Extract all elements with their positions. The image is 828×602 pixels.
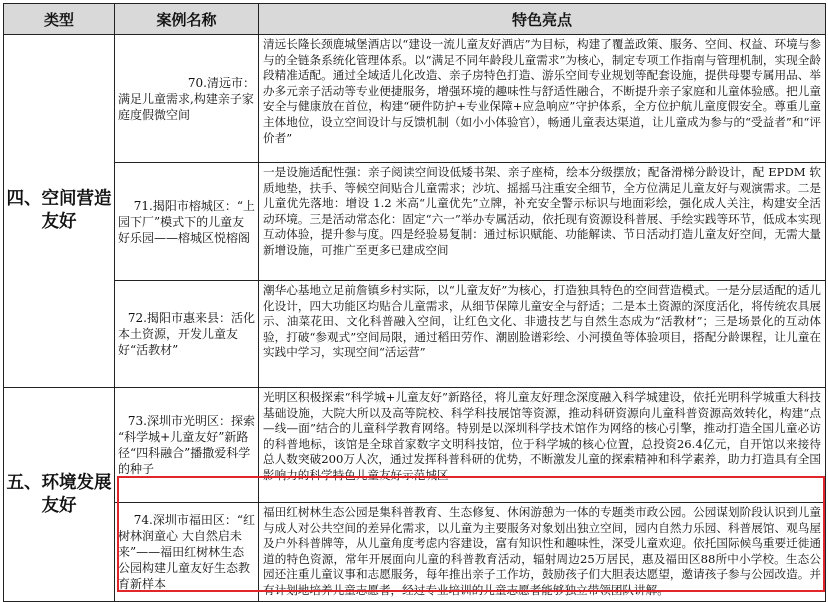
- table-row: [4, 35, 826, 163]
- case-name-rest: “科学城+儿童友好”新路径“四科融合”播撒爱科学的种子: [118, 430, 251, 476]
- case-name-line: 70.清远市：: [187, 75, 255, 90]
- table-header-row: [4, 4, 826, 35]
- case-name-cell: [115, 388, 259, 503]
- case-name-rest: 树林润童心 大自然启未来”——福田红树林生态公园构建儿童友好生态教育新样本: [118, 529, 251, 591]
- case-name-line: 74.深圳市福田区：“红: [133, 513, 255, 527]
- features-cell: 清远长隆长颈鹿城堡酒店以“建设一流儿童友好酒店”为目标，构建了覆盖政策、服务、空间、权益、环境与参与的全链条系统化管理体系。以“满足不同年龄段儿童需求”为核心，制定专项工作指南与管理机制，实现全龄段精准适配。通过全域适儿化改造、亲子房特色打造、游乐空间专业规划等配套设施，提供母婴专属用品、举办多元亲子活动等专业便捷服务，增强环境的趣味性与舒适性融合，不断提升亲子家庭和儿童体验感。把儿童安全与健康放在首位，构建“硬件防护+专业保障+应急响应”守护体系，全方位护航儿童度假安全。尊重儿童主体地位，设立空间设计与反馈机制（如小小体验官），畅通儿童表达渠道，让儿童成为参与的“受益者”和“评价者”: [259, 35, 826, 163]
- case-table: [3, 3, 826, 602]
- case-name-rest: 本土资源，开发儿童友好“活教材”: [118, 327, 239, 357]
- type-cell-environment: 五、环境发展友好: [4, 388, 115, 602]
- case-name-line: 71.揭阳市榕城区：“上: [133, 198, 255, 213]
- case-name-line: 72.揭阳市惠来县：活化: [127, 311, 255, 325]
- table-row-highlighted: [4, 503, 826, 602]
- header-case-name: 案例名称: [115, 4, 259, 35]
- features-cell: 一是设施适配性强：亲子阅读空间设低矮书架、亲子座椅，绘本分级摆放；配备滑梯分龄设计，配 EPDM 软质地垫，扶手、等候空间贴合儿童需求；沙坑、摇摇马注重安全细节，全方位满足儿童友好与观演需求。二是儿童优先落地：增设 1.2 米高“儿童优先”立牌，补充安全警示标识与地面彩绘，强化成人关注，构建安全活动环境。三是活动常态化：固定“六一”举办专属活动，依托现有资源设科普展、手绘实践等环节，低成本实现互动体验，提升参与度。四是经验易复制：通过标识赋能、功能解读、节日活动打造儿童友好空间，无需大量新增设施，可推广至更多已建成空间: [259, 163, 826, 281]
- case-name-rest: 园下厂”模式下的儿童友好乐园——榕城区悦榕阁: [118, 214, 251, 245]
- table-row: [4, 388, 826, 503]
- case-name-cell: [115, 35, 259, 163]
- case-name-rest: 满足儿童需求,构建亲子家庭度假微空间: [118, 91, 254, 122]
- features-cell: 潮华心基地立足前詹镇乡村实际，以“儿童友好”为核心，打造独具特色的空间营造模式。一是分层适配的适儿化设计，四大功能区均贴合儿童需求，从细节保障儿童安全与舒适；二是本土资源的深度活化，将传统农具展示、油菜花田、文化科普融入空间，让红色文化、非遗技艺与自然生态成为“活教材”；三是场景化的互动体验，打破“参观式”空间局限，通过稻田劳作、潮剧脸谱彩绘、小河摸鱼等体验项目，搭配分龄课程，让儿童在实践中学习，实现空间“活运营”: [259, 281, 826, 388]
- header-type: 类型: [4, 4, 115, 35]
- header-features: 特色亮点: [259, 4, 826, 35]
- features-cell: 福田红树林生态公园是集科普教育、生态修复、休闲游憩为一体的专题类市政公园。公园谋划阶段认识到儿童与成人对公共空间的差异化需求，以儿童为主要服务对象划出独立空间，园内自然力乐园、科普展馆、观鸟屋及户外科普牌等，从儿童角度考虑内容建设，富有知识性和趣味性，深受儿童欢迎。依托国际候鸟重要迁徙通道的特色资源，常年开展面向儿童的科普教育活动，辐射周边25万居民，惠及福田区88所中小学校。生态公园还注重儿童议事和志愿服务，每年推出亲子工作坊，鼓励孩子们大胆表达愿望，邀请孩子参与公园改造。并有计划地培养儿童志愿者，经过专业培训的儿童志愿者能够独立带领团队讲解。: [259, 503, 826, 602]
- table-row: [4, 281, 826, 388]
- table-row: [4, 163, 826, 281]
- type-cell-space: 四、空间营造友好: [4, 35, 115, 388]
- case-name-cell: [115, 163, 259, 281]
- case-name-cell: [115, 281, 259, 388]
- case-name-cell: [115, 503, 259, 602]
- case-name-line: 73.深圳市光明区：探索: [127, 414, 255, 428]
- features-cell: 光明区积极探索“科学城+儿童友好”新路径，将儿童友好理念深度融入科学城建设，依托光明科学城重大科技基础设施，大院大所以及高等院校、科学科技展馆等资源，推动科研资源向儿童科普资源高效转化，构建“点—线—面”结合的儿童科学教育网络。特别是以深圳科学技术馆作为网络的核心引擎，推动打造全国儿童必访的科普地标，该馆是全球首家数字文明科技馆，位于科学城的核心位置，总投资26.4亿元，自开馆以来接待总人数突破200万人次，通过发挥科普科研的优势，不断激发儿童的探索精神和科学素养，助力打造具有全国影响力的科学特色儿童友好示范城区: [259, 388, 826, 503]
